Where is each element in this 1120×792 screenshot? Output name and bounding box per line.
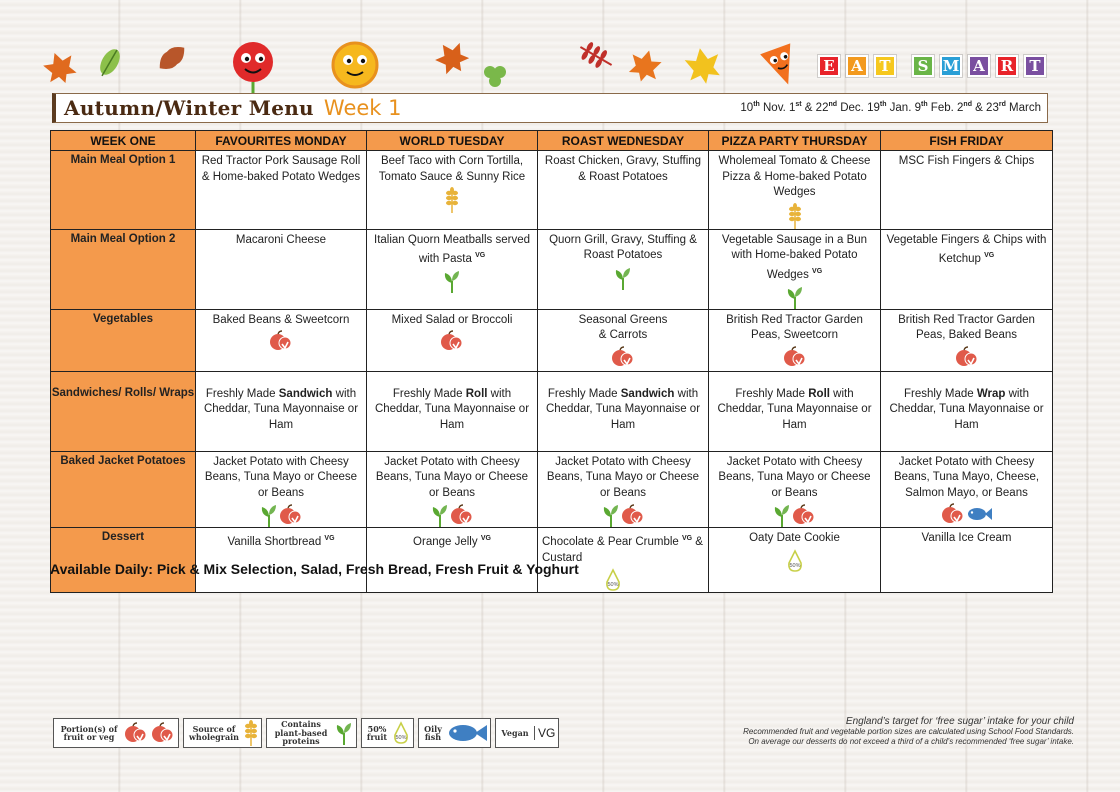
dietary-icons [371, 187, 533, 213]
dish-text: Seasonal Greens & Carrots [578, 313, 668, 342]
menu-table [50, 130, 1053, 593]
menu-cell [709, 229, 881, 309]
dietary-icons [542, 266, 704, 290]
logo-letter-tile: T [1024, 55, 1046, 77]
menu-cell [709, 151, 881, 230]
menu-cell [709, 309, 881, 371]
menu-cell [367, 151, 538, 230]
menu-dates: 10th Nov. 1st & 22nd Dec. 19th Jan. 9th Feb. 2nd & 23rd March [740, 101, 1041, 114]
dietary-icons [371, 269, 533, 293]
dish-text: Roast Chicken, Gravy, Stuffing & Roast Potatoes [544, 155, 702, 183]
footnote-line: On average our desserts do not exceed a third of a child’s recommended ‘free sugar’ intake. [748, 737, 1074, 746]
dietary-icons [713, 549, 876, 573]
dish-text: Red Tractor Pork Sausage Roll & Home-baked Potato Wedges [201, 155, 361, 183]
row-header: Vegetables [51, 309, 196, 371]
dish-text: Oaty Date Cookie [749, 532, 840, 545]
menu-cell [881, 309, 1053, 371]
menu-cell [367, 451, 538, 528]
dietary-icons [371, 503, 533, 527]
table-row [51, 229, 1053, 309]
plant-icon [443, 269, 461, 293]
leaf-icon [95, 46, 124, 80]
autumn-leaves-banner [0, 0, 1120, 100]
logo-letter-tile: T [874, 55, 896, 77]
menu-cell [367, 371, 538, 451]
dish-text: Jacket Potato with Cheesy Beans, Tuna Mayo or Cheese or Beans [204, 455, 358, 499]
menu-cell [367, 309, 538, 371]
logo-letter-tile: S [912, 55, 934, 77]
wheat-icon [788, 203, 802, 229]
fruit-veg-icon [792, 504, 816, 526]
dish-text: Quorn Grill, Gravy, Stuffing & Roast Potatoes [549, 233, 697, 261]
fruit-veg-icon [279, 504, 303, 526]
dietary-icons [885, 503, 1048, 525]
column-header-week: WEEK ONE [51, 131, 196, 151]
menu-title-bar [52, 93, 1048, 123]
plant-icon [614, 266, 632, 290]
menu-cell [538, 229, 709, 309]
dish-text: Orange Jelly $^{VG}$ [413, 535, 491, 549]
logo-letter-tile: A [846, 55, 868, 77]
dish-text: Jacket Potato with Cheesy Beans, Tuna Mayo or Cheese or Beans [718, 455, 871, 499]
sugar-footnote [743, 716, 1074, 747]
dietary-icons [542, 346, 704, 368]
dish-text: Freshly Made Sandwich with Cheddar, Tuna Mayonnaise or Ham [203, 387, 359, 431]
key-fruit-veg [53, 718, 179, 748]
potato-character-icon [333, 43, 377, 87]
dish-text: Chocolate & Pear Crumble $^{VG}$ & Custard [542, 535, 703, 564]
menu-cell [709, 451, 881, 528]
dish-text: Beef Taco with Corn Tortilla, Tomato Sauce & Sunny Rice [378, 155, 526, 183]
column-header-day: ROAST WEDNESDAY [538, 131, 709, 151]
row-header: Sandwiches/ Rolls/ Wraps [51, 371, 196, 451]
key-fruit-50 [361, 718, 414, 748]
key-label: Portion(s) of fruit or veg [60, 723, 118, 742]
dietary-icons [542, 503, 704, 527]
dish-text: Freshly Made Wrap with Cheddar, Tuna Mayonnaise or Ham [889, 387, 1044, 431]
menu-cell [196, 451, 367, 528]
dish-text: Vegetable Sausage in a Bun with Home-baked Potato Wedges $^{VG}$ [721, 233, 868, 281]
column-header-day: WORLD TUESDAY [367, 131, 538, 151]
fruit-veg-icon [955, 346, 979, 368]
menu-cell [709, 371, 881, 451]
plant-icon [260, 503, 278, 527]
dietary-icons [713, 503, 876, 527]
dietary-icons [713, 203, 876, 229]
fruit-veg-icon [269, 330, 293, 352]
fish-icon [966, 506, 992, 522]
menu-cell [367, 229, 538, 309]
key-label: Oily fish [424, 723, 442, 742]
dietary-icons [713, 285, 876, 309]
menu-cell [538, 371, 709, 451]
fruit-veg-icon [783, 346, 807, 368]
menu-cell [709, 528, 881, 593]
leaf-icon [40, 48, 79, 88]
logo-letter-tile: R [996, 55, 1018, 77]
menu-cell [538, 309, 709, 371]
dish-text: Vanilla Shortbread $^{VG}$ [227, 535, 335, 549]
leaf-icon [683, 45, 723, 86]
plant-icon [335, 721, 353, 745]
menu-cell [881, 229, 1053, 309]
menu-cell [196, 309, 367, 371]
plant-icon [602, 503, 620, 527]
key-plant-protein [266, 718, 357, 748]
logo-letter-tile: A [968, 55, 990, 77]
menu-cell [881, 371, 1053, 451]
leaf-icon [431, 36, 474, 79]
leaf-icon [626, 47, 663, 86]
dish-text: British Red Tractor Garden Peas, Baked Beans [898, 313, 1035, 342]
dish-text: Jacket Potato with Cheesy Beans, Tuna Mayo, Cheese, Salmon Mayo, or Beans [893, 455, 1040, 499]
key-label: 50% fruit [366, 723, 388, 742]
dish-text: Vegetable Fingers & Chips with Ketchup $^{VG}$ [886, 233, 1047, 265]
fruit-veg-icon [621, 504, 645, 526]
row-header: Main Meal Option 1 [51, 151, 196, 230]
table-row [51, 309, 1053, 371]
column-header-day: FAVOURITES MONDAY [196, 131, 367, 151]
plant-icon [786, 285, 804, 309]
dietary-icons [200, 330, 362, 352]
svg-text:50%: 50% [788, 562, 801, 569]
dish-text: Macaroni Cheese [235, 233, 327, 246]
row-header: Dessert [51, 528, 196, 593]
fruit-veg-icon [611, 346, 635, 368]
table-row [51, 371, 1053, 451]
svg-text:50%: 50% [395, 735, 407, 741]
fruit-veg-icon [124, 722, 148, 744]
menu-cell [538, 151, 709, 230]
key-oily-fish [418, 718, 491, 748]
eat-smart-logo [818, 55, 1046, 77]
pear-50-icon [392, 721, 410, 745]
menu-cell [881, 151, 1053, 230]
leaf-icon [575, 38, 616, 73]
table-header-row [51, 131, 1053, 151]
dish-text: Mixed Salad or Broccoli [391, 313, 513, 326]
dish-text: MSC Fish Fingers & Chips [898, 155, 1035, 167]
logo-letter-tile: M [940, 55, 962, 77]
menu-cell [881, 451, 1053, 528]
svg-text:50%: 50% [607, 582, 619, 589]
fruit-veg-icon [450, 504, 474, 526]
available-daily-note: Available Daily: Pick & Mix Selection, Salad, Fresh Bread, Fresh Fruit & Yoghurt [50, 561, 579, 577]
column-header-day: PIZZA PARTY THURSDAY [709, 131, 881, 151]
row-header: Baked Jacket Potatoes [51, 451, 196, 528]
vegan-mark: VG [534, 726, 555, 740]
key-label: Source of wholegrain [188, 723, 239, 742]
table-row [51, 451, 1053, 528]
pear-50-icon [604, 568, 622, 592]
dietary-icons [200, 503, 362, 527]
dish-text: Jacket Potato with Cheesy Beans, Tuna Mayo or Cheese or Beans [546, 455, 700, 499]
fruit-veg-icon [941, 503, 965, 525]
menu-cell [196, 151, 367, 230]
menu-cell [881, 528, 1053, 593]
menu-cell [196, 229, 367, 309]
dish-text: Wholemeal Tomato & Cheese Pizza & Home-baked Potato Wedges [718, 155, 871, 198]
fruit-veg-icon [151, 722, 175, 744]
dish-text: Baked Beans & Sweetcorn [212, 313, 350, 326]
plant-icon [773, 503, 791, 527]
dish-text: Freshly Made Roll with Cheddar, Tuna Mayonnaise or Ham [717, 387, 872, 431]
dish-text: British Red Tractor Garden Peas, Sweetcorn [726, 313, 863, 342]
dish-text: Vanilla Ice Cream [921, 532, 1012, 545]
leaf-icon [484, 66, 506, 87]
dish-text: Jacket Potato with Cheesy Beans, Tuna Mayo or Cheese or Beans [375, 455, 529, 499]
dietary-icons [885, 346, 1048, 368]
week-label: Week 1 [323, 96, 402, 120]
footnote-line: Recommended fruit and vegetable portion sizes are calculated using School Food Standards. [743, 727, 1074, 736]
footnote-line: England’s target for ‘free sugar’ intake for your child [845, 716, 1074, 727]
dietary-icons [371, 330, 533, 352]
apple-character-icon [233, 42, 273, 94]
table-row [51, 151, 1053, 230]
fruit-veg-icon [440, 330, 464, 352]
key-label: Vegan [501, 727, 529, 738]
pear-50-icon [786, 549, 804, 573]
plant-icon [431, 503, 449, 527]
icon-key-legend [53, 718, 559, 748]
dietary-icons [713, 346, 876, 368]
menu-cell [196, 371, 367, 451]
page-title: Autumn/Winter Menu [64, 96, 314, 120]
key-vegan [495, 718, 559, 748]
row-header: Main Meal Option 2 [51, 229, 196, 309]
menu-cell [538, 451, 709, 528]
wheat-icon [445, 187, 459, 213]
carrot-character-icon [760, 43, 803, 90]
key-wholegrain [183, 718, 262, 748]
dish-text: Freshly Made Roll with Cheddar, Tuna Mayonnaise or Ham [374, 387, 530, 431]
logo-letter-tile: E [818, 55, 840, 77]
dish-text: Freshly Made Sandwich with Cheddar, Tuna Mayonnaise or Ham [545, 387, 701, 431]
dish-text: Italian Quorn Meatballs served with Pasta $^{VG}$ [374, 233, 530, 265]
column-header-day: FISH FRIDAY [881, 131, 1053, 151]
leaf-icon [154, 41, 189, 74]
key-label: Contains plant-based proteins [274, 719, 328, 747]
fish-icon [447, 723, 487, 743]
wheat-icon [244, 720, 258, 746]
